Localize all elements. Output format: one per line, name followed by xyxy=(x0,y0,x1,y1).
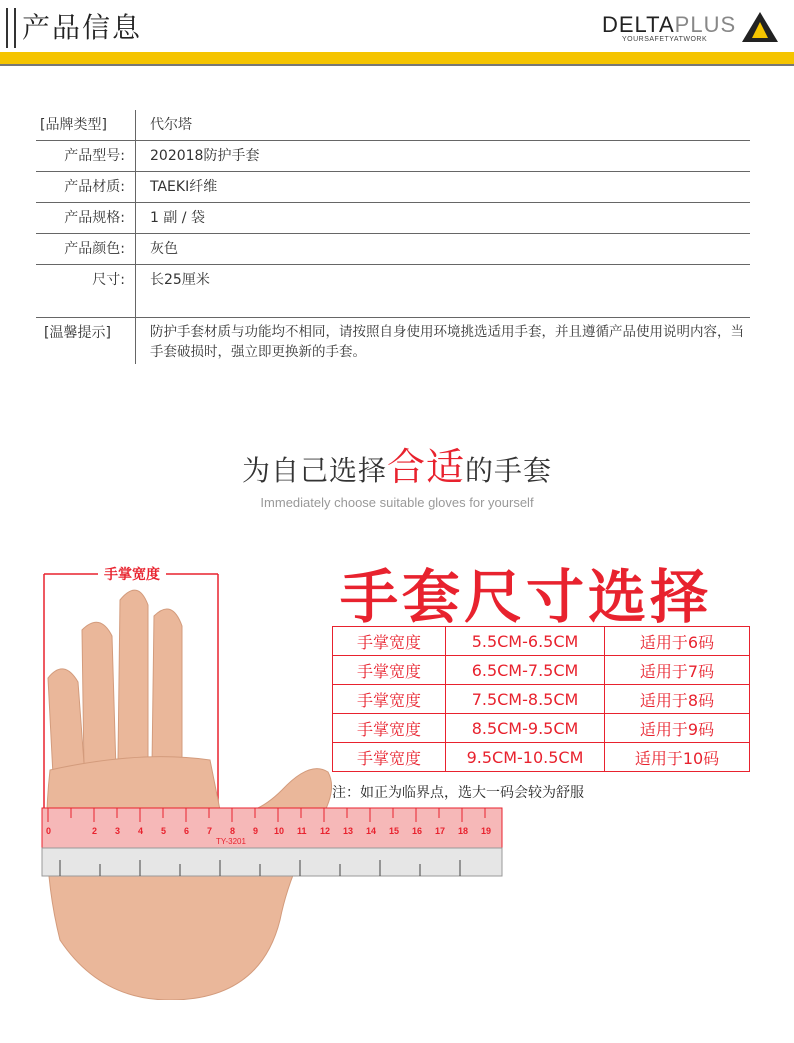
svg-text:13: 13 xyxy=(343,826,354,836)
table-row xyxy=(333,714,750,743)
svg-text:7: 7 xyxy=(207,826,213,836)
spec-key: 产品规格: xyxy=(36,203,136,233)
svg-text:18: 18 xyxy=(458,826,469,836)
spec-row xyxy=(36,172,750,203)
table-row xyxy=(333,743,750,772)
cell-label: 手掌宽度 xyxy=(333,714,446,743)
cell-size: 适用于7码 xyxy=(605,656,750,685)
cell-size: 适用于10码 xyxy=(605,743,750,772)
cell-range: 7.5CM-8.5CM xyxy=(446,685,605,714)
svg-text:6: 6 xyxy=(184,826,190,836)
cell-range: 8.5CM-9.5CM xyxy=(446,714,605,743)
gray-band xyxy=(0,64,794,66)
cell-label: 手掌宽度 xyxy=(333,627,446,656)
spec-value: 长25厘米 xyxy=(150,272,210,288)
cell-size: 适用于6码 xyxy=(605,627,750,656)
spec-key: 产品材质: xyxy=(36,172,136,202)
spec-key: [品牌类型] xyxy=(36,110,136,140)
spec-table xyxy=(36,110,750,364)
spec-key: 产品颜色: xyxy=(36,234,136,264)
spec-row xyxy=(36,110,750,141)
svg-text:10: 10 xyxy=(274,826,285,836)
slogan-english: Immediately choose suitable gloves for yourself xyxy=(260,495,534,510)
slogan-highlight: 合适 xyxy=(386,445,465,489)
spec-value: 202018防护手套 xyxy=(150,148,260,164)
table-row xyxy=(333,656,750,685)
table-row xyxy=(333,685,750,714)
svg-text:15: 15 xyxy=(389,826,400,836)
svg-text:5: 5 xyxy=(161,826,167,836)
yellow-band xyxy=(0,52,794,64)
cell-label: 手掌宽度 xyxy=(333,685,446,714)
slogan xyxy=(0,436,794,510)
page-title: 产品信息 xyxy=(22,11,143,44)
spec-row xyxy=(36,234,750,265)
triangle-logo-icon xyxy=(740,10,780,44)
spec-value: 防护手套材质与功能均不相同，请按照自身使用环境挑选适用手套，并且遵循产品使用说明内容，当手套破损时，强立即更换新的手套。 xyxy=(150,324,744,360)
svg-text:3: 3 xyxy=(115,826,121,836)
svg-text:8: 8 xyxy=(230,826,236,836)
logo-main: DELTA xyxy=(602,12,675,37)
cell-size: 适用于8码 xyxy=(605,685,750,714)
svg-text:14: 14 xyxy=(366,826,377,836)
svg-text:17: 17 xyxy=(435,826,446,836)
slogan-suffix: 的手套 xyxy=(465,454,553,487)
svg-text:9: 9 xyxy=(253,826,259,836)
table-row xyxy=(333,627,750,656)
spec-value: TAEKI纤维 xyxy=(150,179,218,195)
spec-key: 产品型号: xyxy=(36,141,136,171)
svg-text:16: 16 xyxy=(412,826,423,836)
size-guide-title: 手套尺寸选择 xyxy=(340,563,713,631)
cell-label: 手掌宽度 xyxy=(333,656,446,685)
spec-key: [温馨提示] xyxy=(36,318,136,364)
cell-size: 适用于9码 xyxy=(605,714,750,743)
svg-text:11: 11 xyxy=(297,826,307,836)
ruler-label: TY-3201 xyxy=(216,837,246,846)
logo-tagline: YOURSAFETYATWORK xyxy=(622,36,708,43)
palm-width-text: 手掌宽度 xyxy=(98,564,166,584)
slogan-prefix: 为自己选择 xyxy=(241,454,387,487)
spec-value: 代尔塔 xyxy=(150,117,192,133)
svg-text:0: 0 xyxy=(46,826,52,836)
svg-text:4: 4 xyxy=(138,826,144,836)
size-note: 注：如正为临界点，选大一码会较为舒服 xyxy=(332,785,584,801)
spec-key: 尺寸: xyxy=(36,265,136,317)
spec-row xyxy=(36,203,750,234)
svg-text:2: 2 xyxy=(92,826,98,836)
spec-row xyxy=(36,141,750,172)
spec-row xyxy=(36,265,750,318)
size-table xyxy=(332,626,750,772)
svg-text:19: 19 xyxy=(481,826,492,836)
svg-text:12: 12 xyxy=(320,826,331,836)
spec-value: 灰色 xyxy=(150,241,178,257)
palm-width-label xyxy=(44,564,220,582)
spec-row-tip xyxy=(36,318,750,364)
header xyxy=(0,0,794,52)
logo-plus: PLUS xyxy=(674,12,737,37)
cell-range: 6.5CM-7.5CM xyxy=(446,656,605,685)
header-bars xyxy=(6,8,16,48)
cell-range: 5.5CM-6.5CM xyxy=(446,627,605,656)
cell-label: 手掌宽度 xyxy=(333,743,446,772)
spec-value: 1 副 / 袋 xyxy=(150,210,205,226)
brand-logo xyxy=(602,10,782,50)
cell-range: 9.5CM-10.5CM xyxy=(446,743,605,772)
